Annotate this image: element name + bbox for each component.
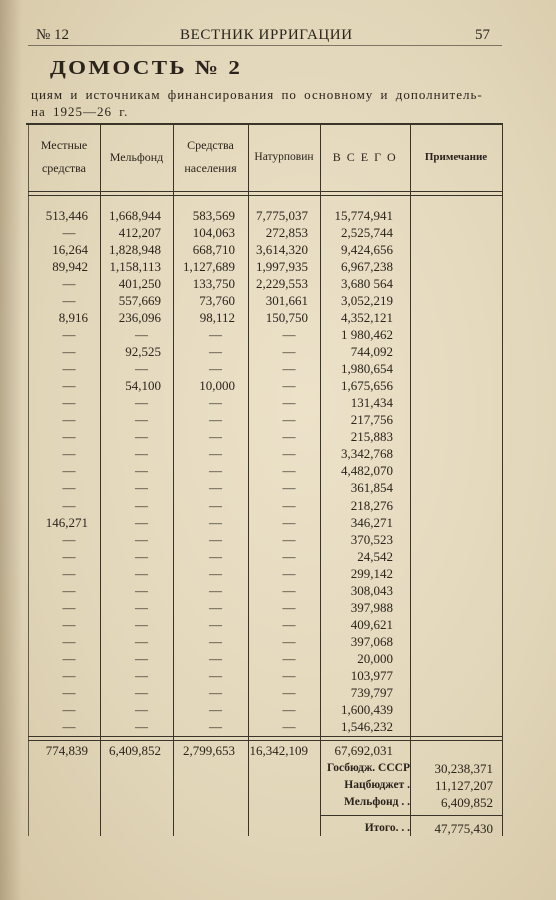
summary-label-melfond: Мельфонд . . bbox=[344, 796, 410, 808]
population-funds-cell: — bbox=[209, 514, 222, 530]
population-funds-cell: — bbox=[209, 344, 222, 360]
local-funds-cell: — bbox=[62, 667, 76, 683]
total-cell: 3,052,219 bbox=[341, 293, 393, 309]
summary-label-natsbudget: Нацбюджет . bbox=[344, 779, 410, 791]
local-funds-cell: — bbox=[62, 701, 76, 717]
naturpovin-cell: 2,229,553 bbox=[256, 276, 308, 292]
table-row bbox=[0, 275, 556, 292]
naturpovin-cell: 272,853 bbox=[265, 225, 308, 241]
table-row bbox=[0, 650, 556, 667]
naturpovin-cell: — bbox=[282, 378, 296, 394]
melfond-cell: — bbox=[135, 650, 148, 666]
table-row bbox=[0, 633, 556, 650]
melfond-cell: — bbox=[135, 667, 148, 683]
table-row bbox=[0, 701, 556, 718]
header-melfond: Мельфонд bbox=[109, 150, 164, 164]
table-top-rule bbox=[26, 123, 503, 125]
total-cell: 218,276 bbox=[350, 497, 393, 513]
header-population-funds-line-2: населения bbox=[184, 161, 237, 175]
melfond-cell: — bbox=[135, 412, 148, 428]
naturpovin-cell: — bbox=[282, 548, 296, 564]
naturpovin-cell: — bbox=[282, 599, 296, 615]
total-cell: 1 980,462 bbox=[341, 327, 393, 343]
totals-row bbox=[0, 742, 556, 759]
population-funds-cell: 668,710 bbox=[192, 242, 235, 258]
population-funds-cell: — bbox=[209, 327, 222, 343]
total-cell: 370,523 bbox=[350, 531, 393, 547]
running-head-rule bbox=[28, 45, 502, 46]
header-naturpovin: Натурповин bbox=[254, 151, 314, 163]
melfond-cell: — bbox=[135, 429, 148, 445]
total-cell: 1,546,232 bbox=[341, 718, 393, 734]
table-row bbox=[0, 326, 556, 343]
header-local-funds-line-2: средства bbox=[41, 161, 86, 175]
population-funds-cell: 133,750 bbox=[192, 276, 235, 292]
population-funds-cell: — bbox=[209, 565, 222, 581]
naturpovin-cell: — bbox=[282, 395, 296, 411]
naturpovin-cell: 7,775,037 bbox=[256, 208, 308, 223]
population-funds-cell: — bbox=[209, 463, 222, 479]
naturpovin-cell: — bbox=[282, 650, 296, 666]
naturpovin-cell: — bbox=[282, 633, 296, 649]
local-funds-cell: — bbox=[62, 531, 76, 547]
summary-label-gosbudget: Госбюдж. СССР bbox=[326, 762, 410, 774]
melfond-cell: — bbox=[135, 395, 148, 411]
local-funds-cell: 513,446 bbox=[45, 208, 88, 223]
table-row bbox=[0, 224, 556, 241]
table-row bbox=[0, 428, 556, 445]
header-population-funds-line-1: Средства bbox=[187, 138, 234, 152]
melfond-cell: — bbox=[135, 463, 148, 479]
table-row bbox=[0, 599, 556, 616]
total-cell: 215,883 bbox=[350, 429, 393, 445]
header-local-funds-line-1: Местные bbox=[40, 138, 88, 152]
naturpovin-cell: — bbox=[282, 667, 296, 683]
total-cell: 4,482,070 bbox=[341, 463, 393, 479]
summary-value-gosbudget: 30,238,371 bbox=[434, 761, 493, 776]
table-row bbox=[0, 241, 556, 258]
total-cell: 20,000 bbox=[357, 650, 393, 666]
melfond-cell: — bbox=[135, 633, 148, 649]
header-note: Примечание bbox=[424, 151, 488, 163]
population-funds-cell: — bbox=[209, 616, 222, 632]
population-funds-cell: — bbox=[209, 684, 222, 700]
subtitle-line-1: циям и источникам финансирования по основному и дополнитель- bbox=[31, 87, 483, 102]
total-population-funds: 2,799,653 bbox=[183, 743, 235, 758]
local-funds-cell: — bbox=[62, 548, 76, 564]
melfond-cell: — bbox=[135, 497, 148, 513]
total-cell: 24,542 bbox=[357, 548, 393, 564]
melfond-cell: 401,250 bbox=[118, 276, 161, 292]
population-funds-cell: — bbox=[209, 650, 222, 666]
table-row bbox=[0, 343, 556, 360]
population-funds-cell: 104,063 bbox=[192, 225, 235, 241]
total-cell: 9,424,656 bbox=[341, 242, 393, 258]
table-row bbox=[0, 479, 556, 496]
table-row bbox=[0, 309, 556, 326]
naturpovin-cell: 150,750 bbox=[265, 310, 308, 326]
population-funds-cell: — bbox=[209, 667, 222, 683]
naturpovin-cell: 1,997,935 bbox=[256, 259, 308, 275]
melfond-cell: 412,207 bbox=[118, 225, 161, 241]
population-funds-cell: — bbox=[209, 412, 222, 428]
total-cell: 6,967,238 bbox=[341, 259, 393, 275]
local-funds-cell: 89,942 bbox=[52, 259, 88, 275]
naturpovin-cell: 3,614,320 bbox=[256, 242, 308, 258]
naturpovin-cell: — bbox=[282, 514, 296, 530]
local-funds-cell: — bbox=[62, 327, 76, 343]
melfond-cell: — bbox=[135, 701, 148, 717]
naturpovin-cell: — bbox=[282, 701, 296, 717]
table-row bbox=[0, 445, 556, 462]
population-funds-cell: — bbox=[209, 582, 222, 598]
total-local-funds: 774,839 bbox=[45, 743, 88, 758]
total-cell: 299,142 bbox=[350, 565, 393, 581]
population-funds-cell: — bbox=[209, 531, 222, 547]
melfond-cell: — bbox=[135, 514, 148, 530]
melfond-cell: 236,096 bbox=[118, 310, 161, 326]
population-funds-cell: 98,112 bbox=[199, 310, 235, 326]
melfond-cell: 1,828,948 bbox=[109, 242, 161, 258]
local-funds-cell: 146,271 bbox=[45, 514, 88, 530]
local-funds-cell: — bbox=[62, 480, 76, 496]
population-funds-cell: — bbox=[209, 633, 222, 649]
table-row bbox=[0, 292, 556, 309]
table-row bbox=[0, 667, 556, 684]
population-funds-cell: — bbox=[209, 599, 222, 615]
melfond-cell: — bbox=[135, 446, 148, 462]
total-cell: 131,434 bbox=[350, 395, 393, 411]
melfond-cell: — bbox=[135, 684, 148, 700]
local-funds-cell: — bbox=[62, 599, 76, 615]
population-funds-cell: — bbox=[209, 701, 222, 717]
naturpovin-cell: — bbox=[282, 412, 296, 428]
local-funds-cell: — bbox=[62, 616, 76, 632]
population-funds-cell: 583,569 bbox=[192, 208, 235, 223]
total-cell: 3,342,768 bbox=[341, 446, 393, 462]
summary-value-itogo: 47,775,430 bbox=[434, 821, 493, 836]
table-row bbox=[0, 531, 556, 548]
total-cell: 217,756 bbox=[350, 412, 393, 428]
total-naturpovin: 16,342,109 bbox=[249, 743, 308, 758]
naturpovin-cell: — bbox=[282, 531, 296, 547]
local-funds-cell: — bbox=[62, 684, 76, 700]
table-row bbox=[0, 497, 556, 514]
table-row bbox=[0, 582, 556, 599]
total-melfond: 6,409,852 bbox=[109, 743, 161, 758]
population-funds-cell: — bbox=[209, 446, 222, 462]
population-funds-cell: 73,760 bbox=[199, 293, 235, 309]
naturpovin-cell: — bbox=[282, 361, 296, 377]
subtitle-line-2: на 1925—26 г. bbox=[31, 104, 129, 119]
table-row bbox=[0, 207, 556, 224]
journal-title: ВЕСТНИК ИРРИГАЦИИ bbox=[180, 27, 353, 43]
local-funds-cell: — bbox=[62, 633, 76, 649]
total-cell: 4,352,121 bbox=[341, 310, 393, 326]
table-row bbox=[0, 394, 556, 411]
table-row bbox=[0, 462, 556, 479]
melfond-cell: 54,100 bbox=[125, 378, 161, 394]
melfond-cell: — bbox=[135, 565, 148, 581]
table-row bbox=[0, 377, 556, 394]
total-cell: 744,092 bbox=[350, 344, 393, 360]
local-funds-cell: — bbox=[62, 582, 76, 598]
total-cell: 308,043 bbox=[350, 582, 393, 598]
total-cell: 15,774,941 bbox=[334, 208, 393, 223]
local-funds-cell: — bbox=[62, 225, 76, 241]
total-cell: 361,854 bbox=[350, 480, 393, 496]
table-row bbox=[0, 514, 556, 531]
population-funds-cell: — bbox=[209, 395, 222, 411]
total-cell: 739,797 bbox=[350, 684, 393, 700]
naturpovin-cell: — bbox=[282, 497, 296, 513]
local-funds-cell: — bbox=[62, 650, 76, 666]
melfond-cell: — bbox=[135, 616, 148, 632]
local-funds-cell: — bbox=[62, 429, 76, 445]
population-funds-cell: — bbox=[209, 361, 222, 377]
table-row bbox=[0, 718, 556, 735]
summary-value-melfond: 6,409,852 bbox=[441, 795, 493, 810]
table-row bbox=[0, 411, 556, 428]
total-cell: 1,675,656 bbox=[341, 378, 393, 394]
local-funds-cell: — bbox=[62, 378, 76, 394]
local-funds-cell: — bbox=[62, 395, 76, 411]
naturpovin-cell: — bbox=[282, 565, 296, 581]
local-funds-cell: — bbox=[62, 293, 76, 309]
local-funds-cell: 16,264 bbox=[52, 242, 88, 258]
population-funds-cell: — bbox=[209, 718, 222, 734]
local-funds-cell: — bbox=[62, 497, 76, 513]
naturpovin-cell: — bbox=[282, 463, 296, 479]
population-funds-cell: — bbox=[209, 480, 222, 496]
melfond-cell: — bbox=[135, 582, 148, 598]
naturpovin-cell: — bbox=[282, 446, 296, 462]
summary-label-itogo: Итого. . . bbox=[364, 822, 410, 834]
local-funds-cell: — bbox=[62, 412, 76, 428]
table-row bbox=[0, 548, 556, 565]
local-funds-cell: — bbox=[62, 446, 76, 462]
naturpovin-cell: — bbox=[282, 616, 296, 632]
total-cell: 1,600,439 bbox=[341, 701, 393, 717]
total-cell: 103,977 bbox=[350, 667, 393, 683]
total-cell: 346,271 bbox=[350, 514, 393, 530]
naturpovin-cell: — bbox=[282, 327, 296, 343]
local-funds-cell: — bbox=[62, 344, 76, 360]
melfond-cell: — bbox=[135, 718, 148, 734]
table-row bbox=[0, 684, 556, 701]
total-cell: 409,621 bbox=[350, 616, 393, 632]
total-cell: 1,980,654 bbox=[341, 361, 393, 377]
naturpovin-cell: — bbox=[282, 684, 296, 700]
naturpovin-cell: 301,661 bbox=[265, 293, 308, 309]
melfond-cell: — bbox=[135, 599, 148, 615]
naturpovin-cell: — bbox=[282, 344, 296, 360]
melfond-cell: — bbox=[135, 361, 148, 377]
naturpovin-cell: — bbox=[282, 718, 296, 734]
local-funds-cell: — bbox=[62, 565, 76, 581]
table-title: ДОМОСТЬ № 2 bbox=[50, 57, 243, 79]
melfond-cell: — bbox=[135, 548, 148, 564]
table-row bbox=[0, 565, 556, 582]
total-cell: 2,525,744 bbox=[341, 225, 393, 241]
table-row bbox=[0, 616, 556, 633]
melfond-cell: — bbox=[135, 480, 148, 496]
melfond-cell: 557,669 bbox=[118, 293, 161, 309]
issue-number: № 12 bbox=[36, 27, 70, 43]
naturpovin-cell: — bbox=[282, 429, 296, 445]
grand-total: 67,692,031 bbox=[334, 743, 393, 758]
total-cell: 397,988 bbox=[350, 599, 393, 615]
header-total: В С Е Г О bbox=[332, 150, 398, 164]
local-funds-cell: — bbox=[62, 463, 76, 479]
local-funds-cell: — bbox=[62, 361, 76, 377]
population-funds-cell: — bbox=[209, 548, 222, 564]
page-number: 57 bbox=[475, 27, 490, 43]
local-funds-cell: 8,916 bbox=[58, 310, 88, 326]
population-funds-cell: 10,000 bbox=[199, 378, 235, 394]
population-funds-cell: — bbox=[209, 429, 222, 445]
total-cell: 397,068 bbox=[350, 633, 393, 649]
melfond-cell: — bbox=[135, 327, 148, 343]
total-cell: 3,680 564 bbox=[341, 276, 393, 292]
population-funds-cell: 1,127,689 bbox=[183, 259, 235, 275]
local-funds-cell: — bbox=[62, 276, 76, 292]
naturpovin-cell: — bbox=[282, 480, 296, 496]
local-funds-cell: — bbox=[62, 718, 76, 734]
naturpovin-cell: — bbox=[282, 582, 296, 598]
table-row bbox=[0, 360, 556, 377]
melfond-cell: 1,668,944 bbox=[109, 208, 161, 223]
summary-value-natsbudget: 11,127,207 bbox=[434, 778, 493, 793]
table-row bbox=[0, 258, 556, 275]
melfond-cell: — bbox=[135, 531, 148, 547]
melfond-cell: 1,158,113 bbox=[109, 259, 161, 275]
summary-rule bbox=[320, 815, 502, 816]
population-funds-cell: — bbox=[209, 497, 222, 513]
melfond-cell: 92,525 bbox=[125, 344, 161, 360]
